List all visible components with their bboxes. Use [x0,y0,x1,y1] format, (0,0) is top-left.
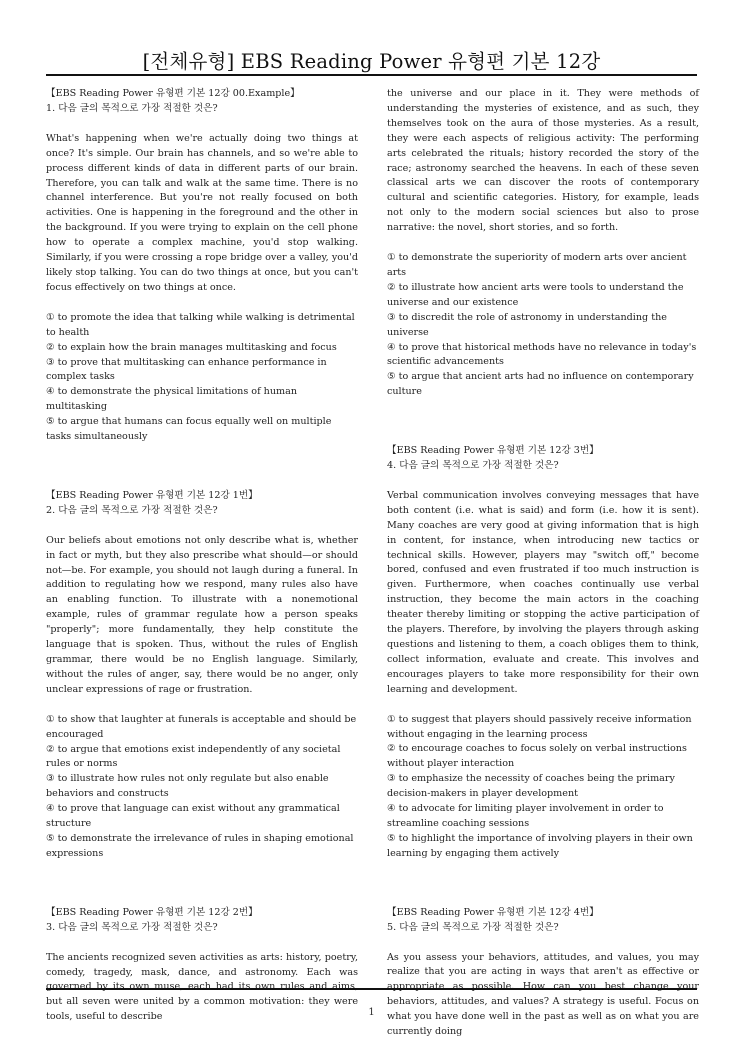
answer-option[interactable]: ④ to prove that language can exist without any grammatical structure [46,803,340,830]
passage-text: Verbal communication involves conveying messages that have both content (i.e. what is said) and form (i.e. how it is sent). Many coaches are very good at giving information that is high in content, for instance, when introducing new tactics or technical skills. However, players may "switch off," become bored, confused and even frustrated if too much instruction is given. Furthermore, when coaches continually use verbal instruction, they become the main actors in the coaching theater thereby limiting or stopping the active participation of the players. Therefore, by involving the players through asking questions and listening to them, a coach obliges them to think, collect information, evaluate and create. This involves and encourages players to take more responsibility for their own learning and development. [387,489,699,695]
answer-option[interactable]: ① to show that laughter at funerals is acceptable and should be encouraged [46,713,357,740]
question-tag: 【EBS Reading Power 유형편 기본 12강 4번】 [387,906,599,918]
question-tag: 【EBS Reading Power 유형편 기본 12강 2번】 [46,906,258,918]
passage-text: the universe and our place in it. They were methods of understanding the mysteries of existence, and as such, they themselves took on the aura of those mysteries. As a result, they were each aspects of religious activity: The performing arts celebrated the rituals; history recorded the story of the race; astronomy searched the heavens. In each of these seven classical arts we can discover the roots of contemporary cultural and scientific categories. History, for example, leads not only to the modern social sciences but also to prose narrative: the novel, short stories, and so forth. [387,88,699,234]
left-column [46,87,358,1025]
question-prompt: 1. 다음 글의 목적으로 가장 적절한 것은? [46,102,218,114]
question-prompt: 2. 다음 글의 목적으로 가장 적절한 것은? [46,504,218,516]
question-tag: 【EBS Reading Power 유형편 기본 12강 1번】 [46,489,258,501]
answer-option[interactable]: ⑤ to highlight the importance of involving players in their own learning by engaging them actively [387,832,693,859]
answer-option[interactable]: ⑤ to demonstrate the irrelevance of rules in shaping emotional expressions [46,832,354,859]
passage-text: What's happening when we're actually doing two things at once? It's simple. Our brain has channels, and so we're able to process different kinds of data in different parts of our brain. Therefore, you can talk and walk at the same time. There is no channel interference. But you're not really focused on both activities. One is happening in the foreground and the other in the background. If you were trying to explain on the cell phone how to operate a complex machine, you'd stop walking. Similarly, if you were crossing a rope bridge over a valley, you'd likely stop talking. You can do two things at once, but you can't focus effectively on two things at once. [46,132,358,293]
answer-option[interactable]: ⑤ to argue that ancient arts had no influence on contemporary culture [387,371,694,398]
answer-option[interactable]: ③ to discredit the role of astronomy in understanding the universe [387,311,667,338]
answer-option[interactable]: ① to promote the idea that talking while walking is detrimental to health [46,311,355,338]
page-title: [전체유형] EBS Reading Power 유형편 기본 12강 [142,50,601,73]
passage-text: The ancients recognized seven activities as arts: history, poetry, comedy, tragedy, mask, dance, and astronomy. Each was governed by its own muse, each had its own rules and aims, but all seven were united by a common motivation: they were tools, useful to describe [46,951,358,1023]
right-column [387,87,699,1040]
page-number: 1 [368,1007,375,1018]
answer-option[interactable]: ② to explain how the brain manages multitasking and focus [46,341,337,353]
answer-option[interactable]: ① to demonstrate the superiority of modern arts over ancient arts [387,252,687,278]
answer-option[interactable]: ④ to advocate for limiting player involvement in order to streamline coaching sessions [387,803,664,829]
question-prompt: 5. 다음 글의 목적으로 가장 적절한 것은? [387,921,559,933]
answer-option[interactable]: ④ to prove that historical methods have no relevance in today's scientific advancements [387,341,697,368]
answer-option[interactable]: ① to suggest that players should passively receive information without engaging in the learning process [387,713,692,740]
answer-option[interactable]: ⑤ to argue that humans can focus equally well on multiple tasks simultaneously [46,416,332,443]
question-prompt: 3. 다음 글의 목적으로 가장 적절한 것은? [46,921,218,933]
question-tag: 【EBS Reading Power 유형편 기본 12강 00.Example】 [46,88,300,99]
answer-option[interactable]: ② to argue that emotions exist independently of any societal rules or norms [46,743,341,770]
answer-option[interactable]: ③ to illustrate how rules not only regulate but also enable behaviors and constructs [46,773,329,800]
title-rule [46,74,697,76]
footer-rule [46,988,697,990]
question-tag: 【EBS Reading Power 유형편 기본 12강 3번】 [387,445,599,457]
passage-text: Our beliefs about emotions not only describe what is, whether in fact or myth, but they also prescribe what should—or should not—be. For example, you should not laugh during a funeral. In addition to regulating how we respond, many rules also have an enabling function. To illustrate with a nonemotional example, rules of grammar regulate how a person speaks "properly"; more fundamentally, they help constitute the language that is spoken. Thus, without the rules of English grammar, there would be no English language. Similarly, without the rules of anger, say, there would be no anger, only unclear expressions of rage or frustration. [46,534,358,695]
answer-option[interactable]: ② to illustrate how ancient arts were tools to understand the universe and our existence [387,281,684,308]
answer-option[interactable]: ② to encourage coaches to focus solely on verbal instructions without player interaction [387,743,687,770]
answer-option[interactable]: ③ to prove that multitasking can enhance performance in complex tasks [46,356,327,383]
question-prompt: 4. 다음 글의 목적으로 가장 적절한 것은? [387,460,559,472]
passage-text: As you assess your behaviors, attitudes, and values, you may realize that you are acting in ways that aren't as effective or appropriate as possible. How can you best change your behaviors, attitudes, and values? A strategy is useful. Focus on what you have done well in the past as well as on what you are currently doing [387,951,699,1038]
answer-option[interactable]: ④ to demonstrate the physical limitations of human multitasking [46,386,298,413]
answer-option[interactable]: ③ to emphasize the necessity of coaches being the primary decision-makers in player development [387,773,675,800]
